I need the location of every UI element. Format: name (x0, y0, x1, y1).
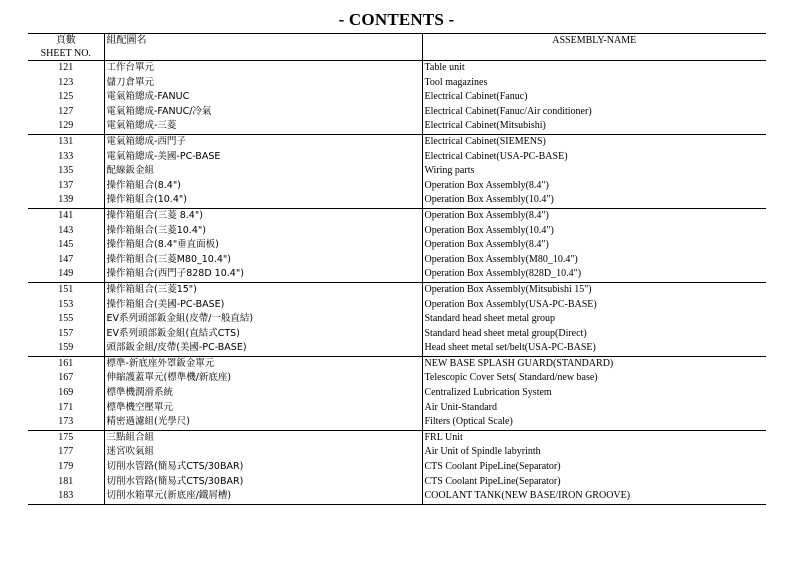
assembly-name-zh: 操作箱組合(美國-PC-BASE) (104, 298, 422, 313)
assembly-name-en: Tool magazines (422, 76, 766, 91)
sheet-number: 153 (58, 298, 74, 310)
sheet-number: 159 (28, 341, 104, 356)
sheet-number: 121 (58, 62, 74, 73)
table-row (28, 208, 766, 223)
contents-rows (28, 61, 766, 505)
assembly-name-en: Operation Box Assembly(8.4") (422, 179, 766, 194)
assembly-name-zh: 配線鈑金組 (104, 164, 422, 179)
assembly-name-zh: 切削水箱單元(新底座/鐵屑槽) (104, 489, 422, 504)
assembly-name-en: Table unit (422, 61, 766, 76)
table-row (28, 105, 766, 120)
assembly-name-en: CTS Coolant PipeLine(Separator) (422, 460, 766, 475)
assembly-name-zh: 儲刀倉單元 (104, 76, 422, 91)
assembly-name-zh-header: 組配圖名 (104, 34, 422, 61)
assembly-name-zh: 電氣箱總成-西門子 (104, 134, 422, 149)
sheet-number: 141 (58, 209, 74, 221)
sheet-number: 139 (28, 193, 104, 208)
assembly-name-en: COOLANT TANK(NEW BASE/IRON GROOVE) (422, 489, 766, 504)
sheet-number: 167 (58, 372, 74, 384)
table-row (28, 430, 766, 445)
assembly-name-zh: 切削水管路(簡易式CTS/30BAR) (104, 460, 422, 475)
assembly-name-en: Air Unit of Spindle labyrinth (422, 445, 766, 460)
table-row (28, 298, 766, 313)
assembly-name-zh: 伸縮護蓋單元(標準機/新底座) (104, 371, 422, 386)
table-row (28, 386, 766, 401)
sheet-number: 135 (58, 165, 74, 177)
sheet-number: 147 (58, 253, 74, 265)
assembly-name-zh: 工作台單元 (104, 61, 422, 76)
sheet-number: 157 (58, 327, 74, 339)
assembly-name-en: Operation Box Assembly(828D_10.4") (422, 267, 766, 282)
sheet-number: 129 (28, 119, 104, 134)
assembly-name-en: Standard head sheet metal group (422, 312, 766, 327)
sheet-number: 155 (58, 313, 74, 325)
assembly-name-en: CTS Coolant PipeLine(Separator) (422, 475, 766, 490)
assembly-name-zh: 標準機空壓單元 (104, 401, 422, 416)
assembly-name-zh: 操作箱組合(三菱15") (104, 282, 422, 297)
assembly-name-en: Wiring parts (422, 164, 766, 179)
assembly-name-zh: 操作箱組合(三菱 8.4") (104, 208, 422, 223)
assembly-name-zh: 標準-新底座外罩鈑金單元 (104, 356, 422, 371)
table-row (28, 119, 766, 134)
table-row (28, 415, 766, 430)
assembly-name-zh: 電氣箱總成-美國-PC-BASE (104, 150, 422, 165)
table-row (28, 401, 766, 416)
contents-table (28, 33, 766, 505)
sheet-number: 145 (58, 239, 74, 251)
table-row (28, 224, 766, 239)
assembly-name-zh: 操作箱組合(三菱M80_10.4") (104, 253, 422, 268)
sheet-number: 161 (58, 357, 74, 369)
assembly-name-zh: 頭部鈑金組/皮帶(美國-PC-BASE) (104, 341, 422, 356)
assembly-name-en: Operation Box Assembly(USA-PC-BASE) (422, 298, 766, 313)
assembly-name-en: Operation Box Assembly(10.4") (422, 193, 766, 208)
assembly-name-zh: 切削水管路(簡易式CTS/30BAR) (104, 475, 422, 490)
assembly-name-zh: 操作箱組合(8.4"垂直面板) (104, 238, 422, 253)
assembly-name-zh: 電氣箱總成-三菱 (104, 119, 422, 134)
table-row (28, 61, 766, 76)
sheet-number: 173 (28, 415, 104, 430)
assembly-name-en: Operation Box Assembly(M80_10.4") (422, 253, 766, 268)
assembly-name-en: Operation Box Assembly(Mitsubishi 15") (422, 282, 766, 297)
sheet-number: 183 (28, 489, 104, 504)
assembly-name-en: FRL Unit (422, 430, 766, 445)
table-row (28, 179, 766, 194)
sheet-number: 181 (58, 475, 74, 487)
assembly-name-en: NEW BASE SPLASH GUARD(STANDARD) (422, 356, 766, 371)
assembly-name-zh: 操作箱組合(三菱10.4") (104, 224, 422, 239)
assembly-name-zh: 操作箱組合(10.4") (104, 193, 422, 208)
assembly-name-zh: 迷宮吹氣組 (104, 445, 422, 460)
sheet-number: 171 (58, 401, 74, 413)
assembly-name-zh: 電氣箱總成-FANUC (104, 90, 422, 105)
sheet-number: 125 (58, 91, 74, 103)
sheet-no-header-zh: 頁數 (55, 35, 76, 46)
assembly-name-zh: 操作箱組合(西門子828D 10.4") (104, 267, 422, 282)
table-row (28, 371, 766, 386)
sheet-number: 143 (58, 224, 74, 236)
assembly-name-zh: EV系列頭部鈑金組(皮帶/一般直結) (104, 312, 422, 327)
table-row (28, 76, 766, 91)
table-row (28, 475, 766, 490)
sheet-number: 133 (58, 150, 74, 162)
assembly-name-en: Air Unit-Standard (422, 401, 766, 416)
assembly-name-zh: 精密過濾組(光學尺) (104, 415, 422, 430)
assembly-name-en: Filters (Optical Scale) (422, 415, 766, 430)
sheet-number: 169 (58, 387, 74, 399)
assembly-name-en: Electrical Cabinet(Mitsubishi) (422, 119, 766, 134)
table-row (28, 90, 766, 105)
assembly-name-zh: EV系列頭部鈑金組(直結式CTS) (104, 327, 422, 342)
table-header-row (28, 34, 766, 61)
sheet-no-header (28, 34, 104, 61)
assembly-name-en-header: ASSEMBLY-NAME (422, 34, 766, 61)
assembly-name-en: Electrical Cabinet(Fanuc) (422, 90, 766, 105)
table-row (28, 164, 766, 179)
table-row (28, 267, 766, 282)
assembly-name-zh: 標準機潤滑系統 (104, 386, 422, 401)
table-row (28, 327, 766, 342)
table-row (28, 460, 766, 475)
table-row (28, 445, 766, 460)
sheet-number: 151 (58, 283, 74, 295)
sheet-number: 149 (28, 267, 104, 282)
sheet-no-header-en: SHEET NO. (40, 48, 91, 59)
page-title: - CONTENTS - (338, 10, 455, 29)
assembly-name-en: Operation Box Assembly(8.4") (422, 208, 766, 223)
assembly-name-en: Telescopic Cover Sets( Standard/new base) (422, 371, 766, 386)
assembly-name-zh: 三點組合組 (104, 430, 422, 445)
sheet-number: 123 (58, 76, 74, 88)
sheet-number: 179 (58, 461, 74, 473)
table-row (28, 150, 766, 165)
table-row (28, 341, 766, 356)
assembly-name-en: Electrical Cabinet(USA-PC-BASE) (422, 150, 766, 165)
assembly-name-en: Electrical Cabinet(SIEMENS) (422, 134, 766, 149)
sheet-number: 137 (58, 179, 74, 191)
assembly-name-zh: 操作箱組合(8.4") (104, 179, 422, 194)
sheet-number: 177 (58, 446, 74, 458)
table-row (28, 356, 766, 371)
assembly-name-en: Head sheet metal set/belt(USA-PC-BASE) (422, 341, 766, 356)
assembly-name-en: Operation Box Assembly(10.4") (422, 224, 766, 239)
assembly-name-zh: 電氣箱總成-FANUC/冷氣 (104, 105, 422, 120)
sheet-number: 175 (58, 431, 74, 443)
assembly-name-en: Operation Box Assembly(8.4") (422, 238, 766, 253)
sheet-number: 127 (58, 105, 74, 117)
table-row (28, 193, 766, 208)
table-row (28, 489, 766, 504)
table-row (28, 312, 766, 327)
table-row (28, 253, 766, 268)
table-row (28, 238, 766, 253)
table-row (28, 282, 766, 297)
sheet-number: 131 (58, 135, 74, 147)
assembly-name-en: Electrical Cabinet(Fanuc/Air conditioner) (422, 105, 766, 120)
assembly-name-en: Centralized Lubrication System (422, 386, 766, 401)
assembly-name-en: Standard head sheet metal group(Direct) (422, 327, 766, 342)
table-row (28, 134, 766, 149)
